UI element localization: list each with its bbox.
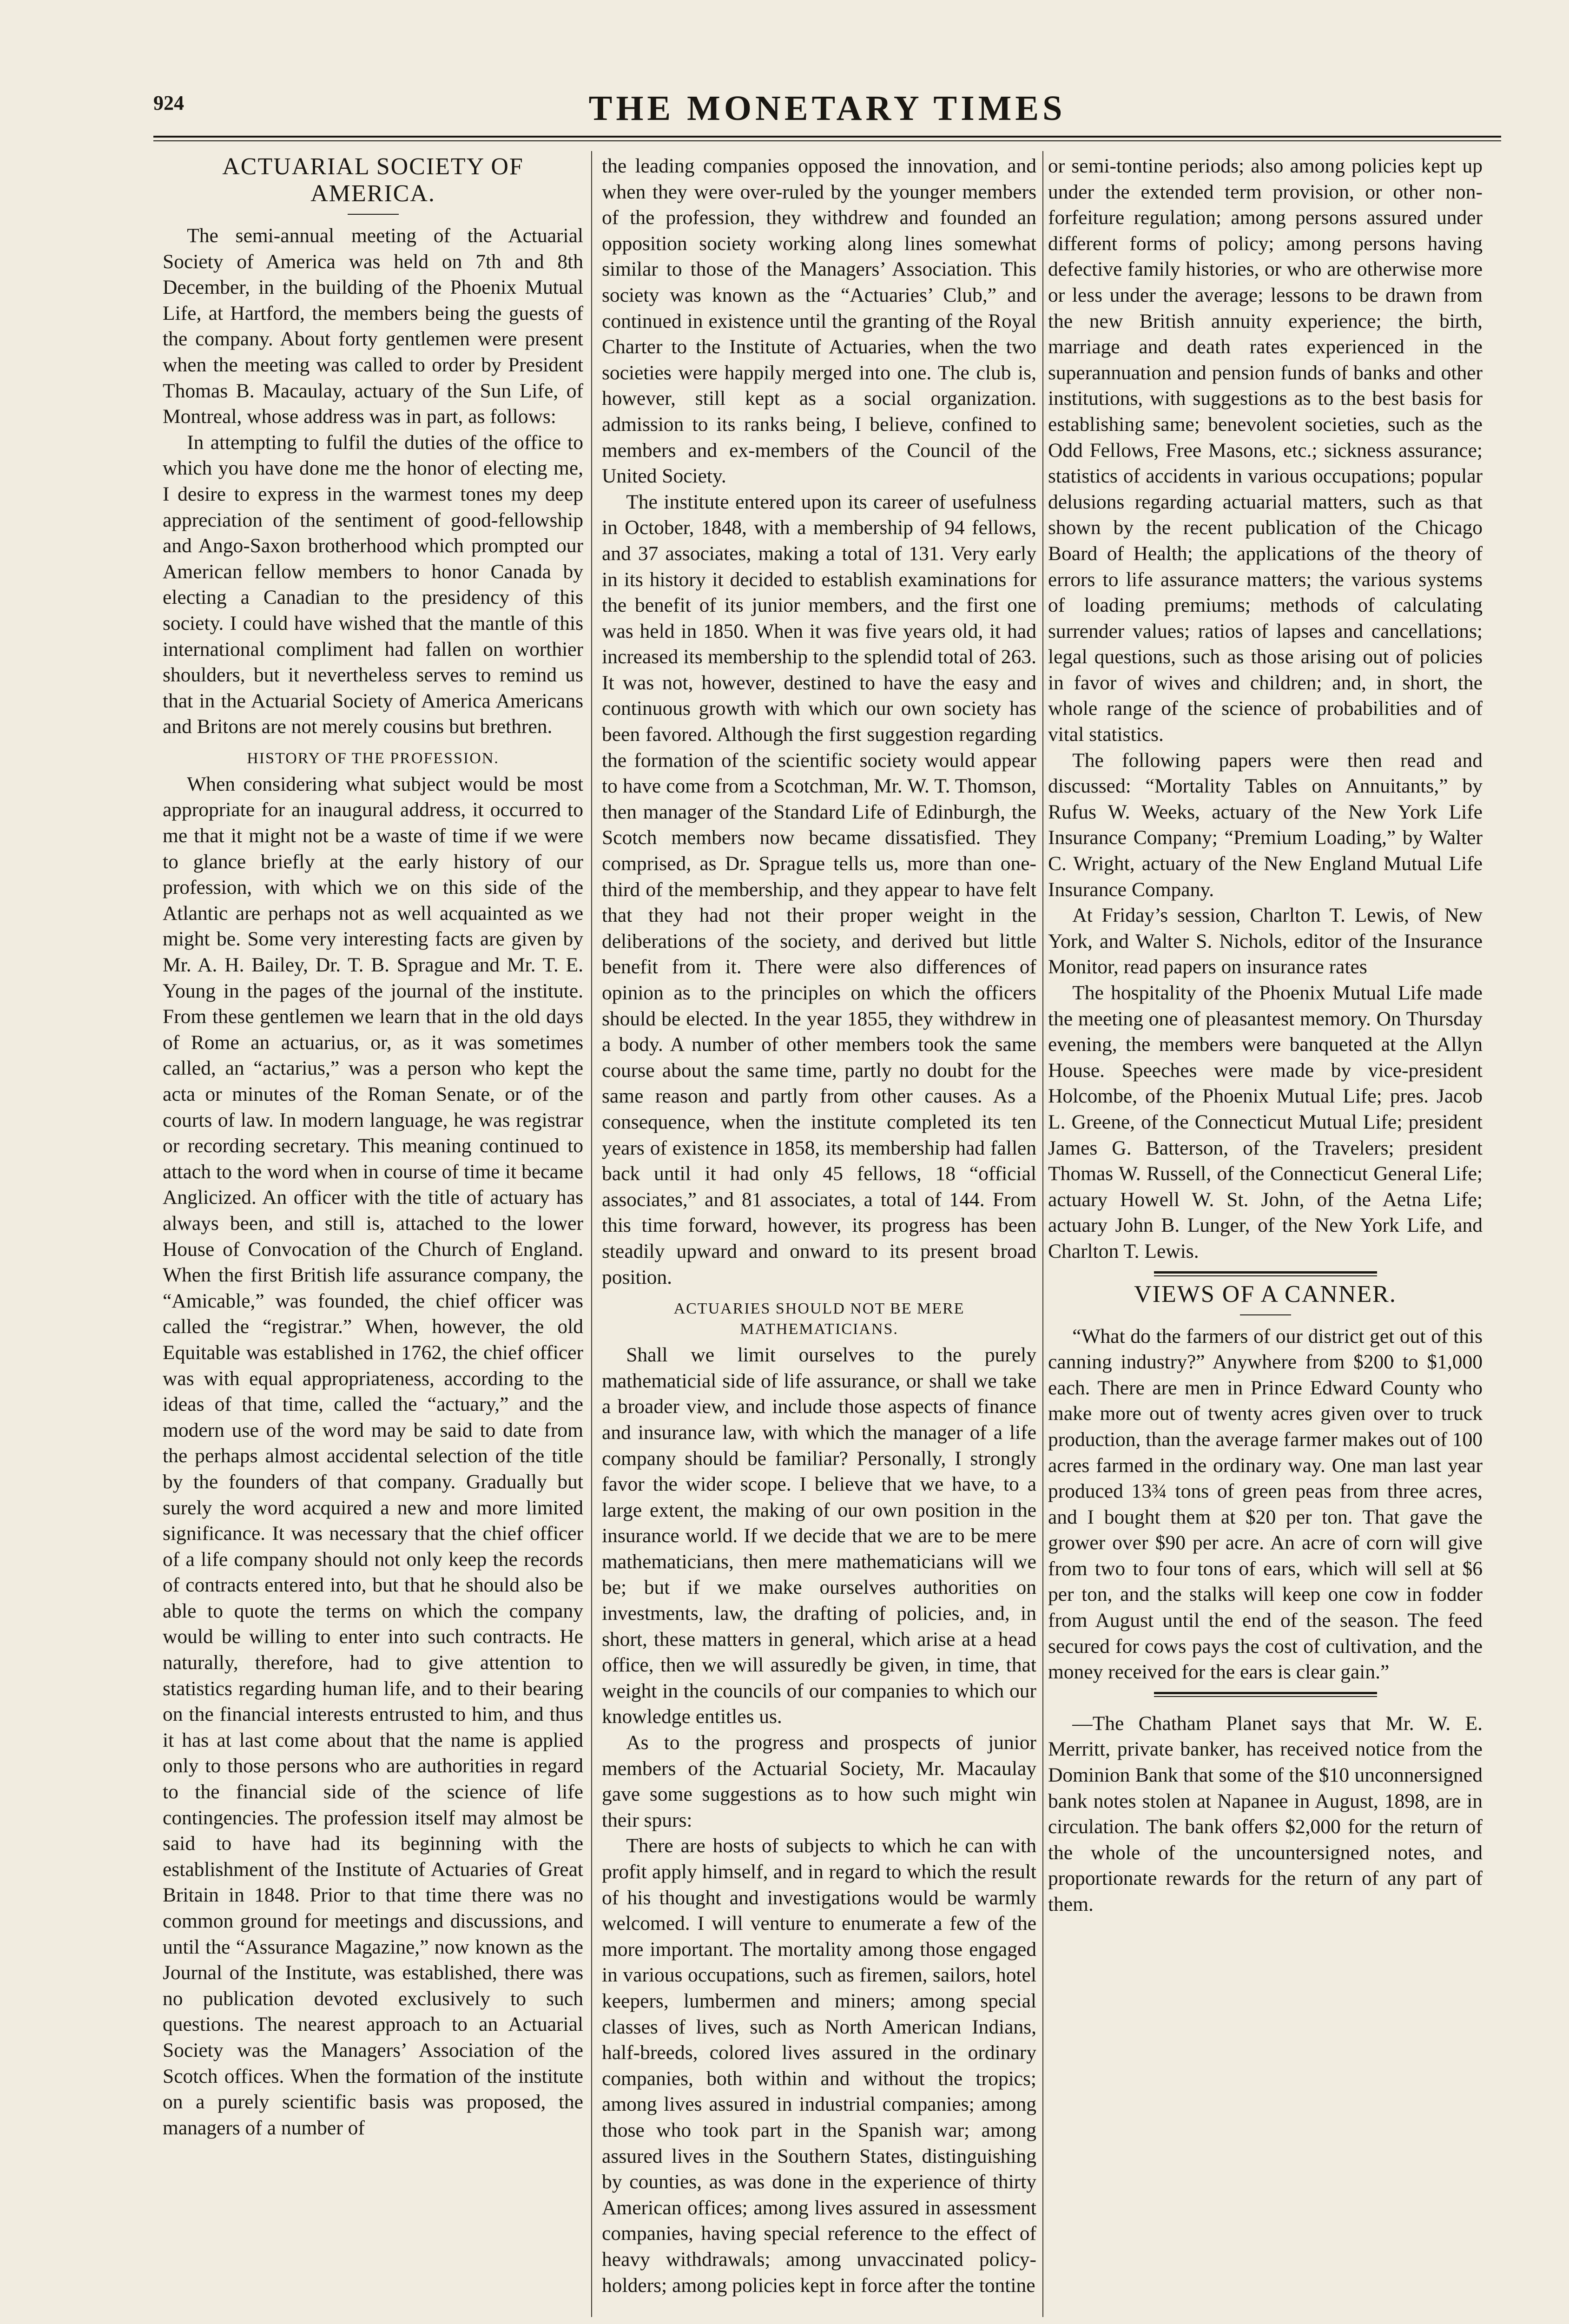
section-rule — [1154, 1271, 1377, 1276]
paragraph: The institute entered upon its career of usefulness in October, 1848, with a membership of 94 fellows, and 37 associates, making a total of 131. Very early in its history it decided to establish examinations for the benefit of its junior members, and the first one was held in 1850. When it was five years old, it had increased its membership to the splendid total of 263. It was not, however, destined to have the easy and continuous growth with which our own society has been favored. Although the first suggestion regarding the formation of the scientific society would appear to have come from a Scotchman, Mr. W. T. Thomson, then manager of the Standard Life of Edinburgh, the Scotch members now became dissatisfied. They comprised, as Dr. Sprague tells us, more than one-third of the membership, and they appear to have felt that they had not their proper weight in the deliberations of the society, and derived but little benefit from it. There were also differences of opinion as to the principles on which the officers should be elected. In the year 1855, they withdrew in a body. A number of other members took the same course about the same time, partly no doubt for the same reason and partly from other causes. As a consequence, when the institute completed its ten years of existence in 1858, its membership had fallen back until it had only 45 fellows, 18 “official associates,” and 81 associates, a total of 144. From this time forward, however, its progress has been steadily upward and onward to its present broad position. — [602, 490, 1036, 1288]
paragraph: “What do the farmers of our district get out of this canning industry?” Anywhere from $200 to $1,000 each. There are men in Prince Edward County who make more out of twenty acres given over to truck production, than the average farmer makes out of 100 acres farmed in the ordinary way. One man last year produced 13¾ tons of green peas from three acres, and I bought them at $20 per ton. That gave the grower over $90 per acre. An acre of corn will give from two to four tons of ears, which will sell at $6 per ton, and the stalks will keep one cow in fodder from August until the end of the season. The feed secured for cows pays the cost of cultivation, and the money received for the ears is clear gain.” — [1048, 1325, 1483, 1684]
paragraph: As to the progress and prospects of junior members of the Actuarial Society, Mr. Macaulay gave some suggestions as to how such might win their spurs: — [602, 1731, 1036, 1831]
paragraph: The following papers were then read and discussed: “Mortality Tables on Annuitants,” by Rufus W. Weeks, actuary of the New York Life Insurance Company; “Premium Loading,” by Walter C. Wright, actuary of the New England Mutual Life Insurance Company. — [1048, 749, 1483, 901]
paragraph: The hospitality of the Phoenix Mutual Life made the meeting one of pleasantest memory. On Thursday evening, the members were banqueted at the Allyn House. Speeches were made by vice-president Holcombe, of the Phoenix Mutual Life; pres. Jacob L. Greene, of the Connecticut Mutual Life; president James G. Batterson, of the Travelers; president Thomas W. Russell, of the Connecticut General Life; actuary Howell W. St. John, of the Aetna Life; actuary John B. Lunger, of the New York Life, and Charlton T. Lewis. — [1048, 982, 1483, 1262]
column-1 — [163, 153, 583, 2319]
column-3 — [1048, 153, 1483, 2319]
column-divider — [1042, 151, 1043, 2317]
paragraph: There are hosts of subjects to which he can with profit apply himself, and in regard to which the result of his thought and investigations would be warmly welcomed. I will venture to enumerate a few of the more important. The mortality among those engaged in various occupations, such as firemen, sailors, hotel keepers, lumbermen and miners; among special classes of lives, such as North American Indians, half-breeds, colored lives assured in the ordinary companies, both within and without the tropics; among lives assured in industrial companies; among those who took part in the Spanish war; among assured lives in the Southern States, distinguishing by counties, as was done in the experience of thirty American offices; among lives assured in assessment companies, having special reference to the effect of heavy withdrawals; among unvaccinated policy-holders; among policies kept in force after the tontine — [602, 1835, 1036, 2297]
paragraph: Shall we limit ourselves to the purely mathematicial side of life assurance, or shall we take a broader view, and include those aspects of finance and insurance law, with which the manager of a life company should be familiar? Personally, I strongly favor the wider scope. I believe that we have, to a large extent, the making of our own position in the insurance world. If we decide that we are to be mere mathematicians, then mere mathematicians will we be; but if we make ourselves authorities on investments, law, the drafting of policies, and, in short, these matters in general, which arise at a head office, then we will assuredly be given, in time, that weight in the councils of our companies to which our knowledge entitles us. — [602, 1344, 1036, 1728]
section-heading: HISTORY OF THE PROFESSION. — [247, 749, 499, 767]
section-rule — [1154, 1692, 1377, 1697]
paragraph: —The Chatham Planet says that Mr. W. E. Merritt, private banker, has received notice from the Dominion Bank that some of the $10 unconnersigned bank notes stolen at Napanee in August, 1898, are in circulation. The bank offers $2,000 for the return of the whole of the uncountersigned notes, and proportionate rewards for the return of any part of them. — [1048, 1712, 1483, 1915]
paragraph: When considering what subject would be most appropriate for an inaugural address, it occurred to me that it might not be a waste of time if we were to glance briefly at the early history of our profession, with which we on this side of the Atlantic are perhaps not as well acquainted as we might be. Some very interesting facts are given by Mr. A. H. Bailey, Dr. T. B. Sprague and Mr. T. E. Young in the pages of the journal of the institute. From these gentlemen we learn that in the old days of Rome an actuarius, or, as it was sometimes called, an “actarius,” was a person who kept the acta or minutes of the Roman Senate, or of the courts of law. In modern language, he was registrar or recording secretary. This meaning continued to attach to the word when in course of time it became Anglicized. An officer with the title of actuary has always been, and still is, attached to the lower House of Convocation of the Church of England. When the first British life assurance company, the “Amicable,” was founded, the chief officer was called the “registrar.” When, however, the old Equitable was established in 1762, the chief officer was with equal appropriateness, according to the ideas of that time, called the “actuary,” and the modern use of the word may be said to date from the perhaps almost accidental selection of the title by the founders of that company. Gradually but surely the word acquired a new and more limited significance. It was necessary that the chief officer of a life company should not only keep the records of contracts entered into, but that he should also be able to quote the terms on which the company would be willing to enter into such contracts. He naturally, therefore, had to give attention to statistics regarding human life, and to their bearing on the financial interests entrusted to him, and thus it has at last come about that the name is applied only to those persons who are authorities in regard to the financial side of the science of life contingencies. The profession itself may almost be said to have had its beginning with the establishment of the Institute of Actuaries of Great Britain in 1848. Prior to that time there was no common ground for meetings and discussions, and until the “Assurance Magazine,” now known as the Journal of the Institute, was established, there was no publication devoted exclusively to such questions. The nearest approach to an Actuarial Society was the Managers’ Association of the Scotch offices. When the formation of the institute on a purely scientific basis was proposed, the managers of a number of — [163, 772, 583, 2139]
masthead: THE MONETARY TIMES — [588, 89, 1066, 128]
paragraph: The semi-annual meeting of the Actuarial Society of America was held on 7th and 8th December, in the building of the Phoenix Mutual Life, at Hartford, the members being the guests of the company. About forty gentlemen were present when the meeting was called to order by President Thomas B. Macaulay, actuary of the Sun Life, of Montreal, whose address was in part, as follows: — [163, 224, 583, 428]
title-rule — [1240, 1314, 1291, 1315]
article-title: ACTUARIAL SOCIETY OF AMERICA. — [222, 153, 524, 207]
page-number: 924 — [153, 92, 184, 114]
header-rule — [153, 136, 1501, 141]
section-heading: ACTUARIES SHOULD NOT BE MERE MATHEMATICIANS. — [673, 1300, 965, 1338]
title-rule — [348, 214, 399, 215]
column-divider — [591, 151, 592, 2317]
article-title: VIEWS OF A CANNER. — [1134, 1281, 1397, 1307]
paragraph: the leading companies opposed the innovation, and when they were over-ruled by the younger members of the profession, they withdrew and founded an opposition society working along lines somewhat similar to those of the Managers’ Association. This society was known as the “Actuaries’ Club,” and continued in existence until the granting of the Royal Charter to the Institute of Actuaries, when the two societies were happily merged into one. The club is, however, still kept as a social organization. admission to its ranks being, I believe, confined to members and ex-members of the Council of the United Society. — [602, 155, 1036, 488]
paragraph: At Friday’s session, Charlton T. Lewis, of New York, and Walter S. Nichols, editor of the Insurance Monitor, read papers on insurance rates — [1048, 904, 1483, 978]
paragraph-continued: or semi-tontine periods; also among policies kept up under the extended term provision, or other non-forfeiture regulation; among persons assured under different forms of policy; among persons having defective family histories, or who are otherwise more or less under the average; lessons to be drawn from the new British annuity experience; the birth, marriage and death rates experienced in the superannuation and pension funds of banks and other institutions, with suggestions as to the best basis for establishing same; benevolent societies, such as the Odd Fellows, Free Masons, etc.; sickness assurance; statistics of accidents in various occupations; popular delusions regarding actuarial matters, such as that shown by the recent publication of the Chicago Board of Health; the applications of the theory of errors to life assurance matters; the various systems of loading premiums; methods of calculating surrender values; ratios of lapses and cancellations; legal questions, such as those arising out of policies in favor of wives and children; and, in short, the whole range of the science of probabilities and of vital statistics. — [1048, 155, 1483, 746]
column-2 — [602, 153, 1036, 2319]
paragraph: In attempting to fulfil the duties of the office to which you have done me the honor of electing me, I desire to express in the warmest tones my deep appreciation of the sentiment of good-fellowship and Ango-Saxon brotherhood which prompted our American fellow members to honor Canada by electing a Canadian to the presidency of this society. I could have wished that the mantle of this international compliment had fallen on worthier shoulders, but it nevertheless serves to remind us that in the Actuarial Society of America Americans and Britons are not merely cousins but brethren. — [163, 431, 583, 738]
